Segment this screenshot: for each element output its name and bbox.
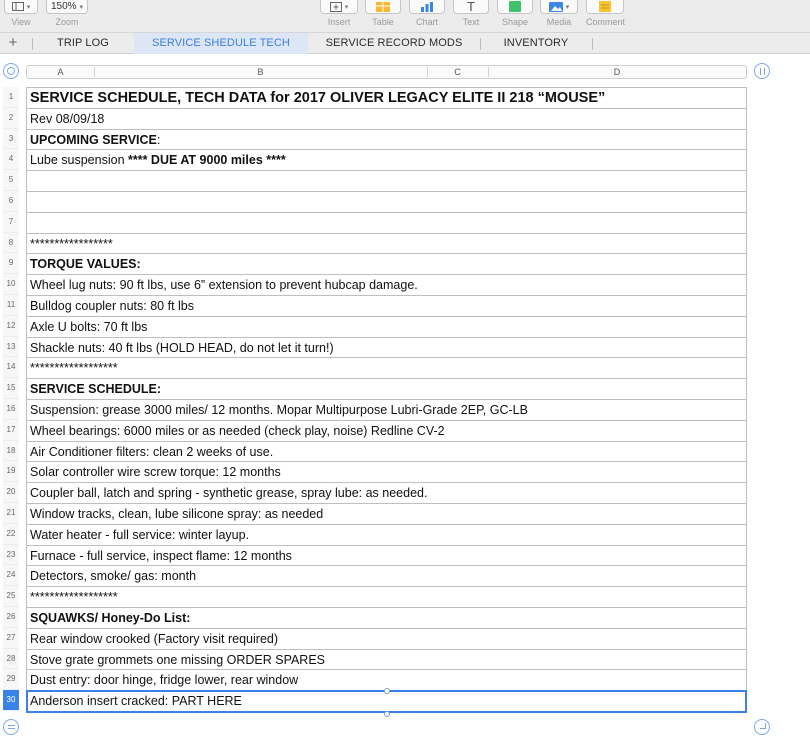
insert-control[interactable] xyxy=(320,0,358,27)
row-header[interactable]: 4 xyxy=(3,149,19,170)
view-button[interactable] xyxy=(4,0,38,14)
row-header[interactable]: 25 xyxy=(3,586,19,607)
view-control[interactable] xyxy=(4,0,38,27)
text-label: Text xyxy=(462,17,480,27)
cell-text: Lube suspension xyxy=(30,153,128,168)
select-table-button[interactable] xyxy=(3,63,19,79)
tab-inventory[interactable]: INVENTORY xyxy=(503,37,569,49)
table-row[interactable] xyxy=(27,150,746,171)
cell-text: Bulldog coupler nuts: 80 ft lbs xyxy=(30,298,194,313)
cell-text: Axle U bolts: 70 ft lbs xyxy=(30,319,148,334)
chart-label: Chart xyxy=(415,17,438,27)
table-row[interactable] xyxy=(27,234,746,255)
cell-text: Stove grate grommets one missing ORDER SPARES xyxy=(30,652,326,667)
media-label: Media xyxy=(546,17,572,27)
row-header[interactable]: 7 xyxy=(3,212,19,233)
tab-trip-log[interactable]: TRIP LOG xyxy=(57,37,109,49)
table-row[interactable] xyxy=(27,254,746,275)
tab-service-shedule-tech[interactable]: SERVICE SHEDULE TECH xyxy=(134,33,308,54)
spreadsheet-table xyxy=(26,87,747,712)
zoom-label: Zoom xyxy=(55,17,79,27)
table-label: Table xyxy=(372,17,394,27)
row-header[interactable]: 3 xyxy=(3,129,19,150)
table-row[interactable] xyxy=(27,421,746,442)
resize-icon xyxy=(760,723,766,729)
chevron-down-icon: ▾ xyxy=(26,3,31,11)
row-header[interactable]: 8 xyxy=(3,233,19,254)
cell-text: Dust entry: door hinge, fridge lower, rear window xyxy=(30,673,299,688)
row-header[interactable]: 16 xyxy=(3,399,19,420)
chevron-down-icon: ▾ xyxy=(79,3,84,11)
tab-divider xyxy=(592,38,593,50)
row-header[interactable]: 28 xyxy=(3,649,19,670)
table-row[interactable] xyxy=(27,483,746,504)
row-header[interactable]: 19 xyxy=(3,461,19,482)
table-row[interactable] xyxy=(27,88,746,109)
cell-text: ****************** xyxy=(30,361,118,376)
selection-handle-top[interactable] xyxy=(384,688,390,694)
rows-icon xyxy=(8,725,15,729)
text-icon: T xyxy=(467,0,475,14)
zoom-value: 150% xyxy=(50,1,77,12)
table-row[interactable] xyxy=(27,546,746,567)
row-header[interactable]: 12 xyxy=(3,316,19,337)
chart-control[interactable] xyxy=(409,0,445,27)
table-row[interactable] xyxy=(27,608,746,629)
shape-button[interactable] xyxy=(497,0,533,14)
row-header[interactable]: 2 xyxy=(3,108,19,129)
media-button[interactable] xyxy=(540,0,578,14)
shape-icon xyxy=(509,1,521,12)
text-button[interactable] xyxy=(453,0,489,14)
table-row[interactable] xyxy=(27,338,746,359)
table-row[interactable] xyxy=(27,400,746,421)
column-header-b[interactable]: B xyxy=(257,67,264,77)
row-header[interactable]: 9 xyxy=(3,253,19,274)
column-header-c[interactable]: C xyxy=(454,67,461,77)
comment-icon xyxy=(599,1,611,12)
sidebar-icon xyxy=(12,2,24,11)
cell-bold-text: TORQUE VALUES: xyxy=(30,257,141,272)
insert-button[interactable] xyxy=(320,0,358,14)
cell-text: Rear window crooked (Factory visit required) xyxy=(30,631,279,646)
row-header[interactable]: 6 xyxy=(3,191,19,212)
columns-icon xyxy=(760,68,765,75)
table-button[interactable] xyxy=(365,0,401,14)
table-row[interactable] xyxy=(27,109,746,130)
cell-text: SERVICE SCHEDULE, TECH DATA for 2017 OLIVER LEGACY ELITE II 218 “MOUSE” xyxy=(30,90,606,106)
text-control[interactable] xyxy=(453,0,489,27)
chart-icon xyxy=(420,2,434,12)
cell-text: Detectors, smoke/ gas: month xyxy=(30,569,197,584)
table-row[interactable] xyxy=(27,192,746,213)
row-header-column xyxy=(3,87,19,711)
table-row[interactable] xyxy=(27,629,746,650)
chart-button[interactable] xyxy=(409,0,445,14)
cell-text: ****************** xyxy=(30,590,118,605)
column-header-bar xyxy=(26,65,747,79)
shape-control[interactable] xyxy=(497,0,533,27)
chevron-down-icon: ▾ xyxy=(565,3,570,11)
row-header[interactable]: 26 xyxy=(3,607,19,628)
row-header[interactable]: 29 xyxy=(3,669,19,690)
row-header[interactable]: 21 xyxy=(3,503,19,524)
cell-text: Wheel lug nuts: 90 ft lbs, use 6” extension to prevent hubcap damage. xyxy=(30,278,418,293)
table-row[interactable] xyxy=(27,379,746,400)
resize-table-handle[interactable] xyxy=(754,719,770,735)
zoom-control[interactable] xyxy=(46,0,88,27)
cell-text: ***************** xyxy=(30,236,113,251)
row-header[interactable]: 13 xyxy=(3,337,19,358)
row-header[interactable]: 24 xyxy=(3,565,19,586)
table-row[interactable] xyxy=(27,566,746,587)
table-row[interactable] xyxy=(27,691,746,712)
shape-label: Shape xyxy=(501,17,529,27)
insert-icon xyxy=(330,2,342,12)
table-row[interactable] xyxy=(27,213,746,234)
row-header[interactable]: 5 xyxy=(3,170,19,191)
row-header[interactable]: 15 xyxy=(3,378,19,399)
table-row[interactable] xyxy=(27,358,746,379)
circle-icon xyxy=(7,67,15,75)
cell-text: Wheel bearings: 6000 miles or as needed (check play, noise) Redline CV-2 xyxy=(30,423,445,438)
table-row[interactable] xyxy=(27,275,746,296)
row-header[interactable]: 27 xyxy=(3,628,19,649)
table-icon xyxy=(376,2,390,12)
table-row[interactable] xyxy=(27,462,746,483)
table-control[interactable] xyxy=(365,0,401,27)
cell-text: Suspension: grease 3000 miles/ 12 months. Mopar Multipurpose Lubri-Grade 2EP, GC-LB xyxy=(30,402,528,417)
cell-bold-text: UPCOMING SERVICE xyxy=(30,132,157,147)
cell-text: Shackle nuts: 40 ft lbs (HOLD HEAD, do not let it turn!) xyxy=(30,340,334,355)
view-label: View xyxy=(11,17,31,27)
table-row[interactable] xyxy=(27,442,746,463)
cell-text: : xyxy=(156,132,161,147)
toolbar xyxy=(0,0,810,32)
cell-text: Solar controller wire screw torque: 12 months xyxy=(30,465,281,480)
insert-label: Insert xyxy=(327,17,351,27)
add-sheet-button[interactable]: + xyxy=(8,34,18,51)
table-row[interactable] xyxy=(27,130,746,151)
cell-text: Furnace - full service, inspect flame: 12 months xyxy=(30,548,292,563)
table-row[interactable] xyxy=(27,525,746,546)
table-row[interactable] xyxy=(27,296,746,317)
row-header[interactable]: 22 xyxy=(3,524,19,545)
table-row[interactable] xyxy=(27,504,746,525)
tab-service-record-mods[interactable]: SERVICE RECORD MODS xyxy=(325,37,463,49)
row-header[interactable]: 20 xyxy=(3,482,19,503)
row-header[interactable]: 18 xyxy=(3,441,19,462)
cell-text: Window tracks, clean, lube silicone spray: as needed xyxy=(30,506,324,521)
row-header[interactable]: 17 xyxy=(3,420,19,441)
comment-button[interactable] xyxy=(586,0,624,14)
chevron-down-icon: ▾ xyxy=(344,3,349,11)
row-header[interactable]: 30 xyxy=(3,690,19,711)
comment-label: Comment xyxy=(586,17,626,27)
table-row[interactable] xyxy=(27,171,746,192)
add-column-handle[interactable] xyxy=(754,63,770,79)
table-row[interactable] xyxy=(27,650,746,671)
table-row[interactable] xyxy=(27,587,746,608)
comment-control[interactable] xyxy=(586,0,624,27)
media-control[interactable] xyxy=(540,0,578,27)
cell-bold-text: SERVICE SCHEDULE: xyxy=(30,382,162,397)
column-header-a[interactable]: A xyxy=(57,67,64,77)
add-row-handle[interactable] xyxy=(3,719,19,735)
cell-text: Anderson insert cracked: PART HERE xyxy=(30,694,242,709)
selection-handle-bottom[interactable] xyxy=(384,711,390,717)
cell-bold-text: SQUAWKS/ Honey-Do List: xyxy=(30,610,191,625)
cell-text: Air Conditioner filters: clean 2 weeks of use. xyxy=(30,444,274,459)
cell-text: Rev 08/09/18 xyxy=(30,111,105,126)
sheet-tab-bar xyxy=(0,32,810,54)
row-header[interactable]: 10 xyxy=(3,274,19,295)
cell-text: Coupler ball, latch and spring - synthetic grease, spray lube: as needed. xyxy=(30,486,428,501)
row-header[interactable]: 1 xyxy=(3,87,19,108)
column-header-d[interactable]: D xyxy=(613,67,621,77)
table-row[interactable] xyxy=(27,317,746,338)
media-icon xyxy=(549,2,563,12)
zoom-select[interactable] xyxy=(46,0,88,14)
cell-bold-text: **** DUE AT 9000 miles **** xyxy=(128,153,286,168)
cell-text: Water heater - full service: winter layup. xyxy=(30,527,250,542)
row-header[interactable]: 11 xyxy=(3,295,19,316)
row-header[interactable]: 14 xyxy=(3,357,19,378)
row-header[interactable]: 23 xyxy=(3,545,19,566)
